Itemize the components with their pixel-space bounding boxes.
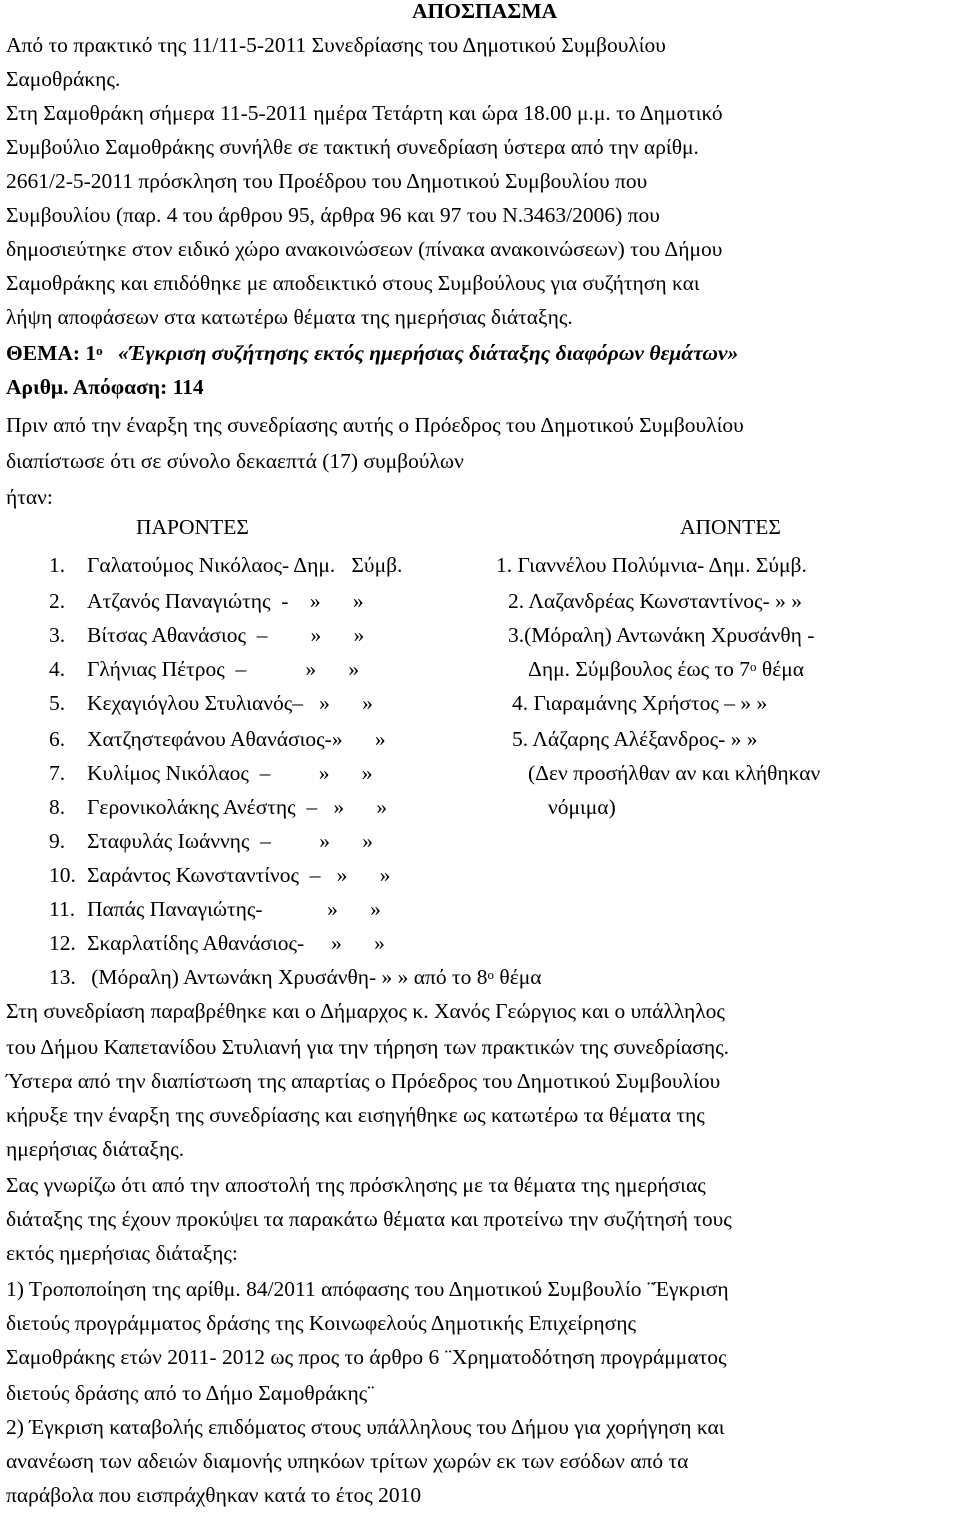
quorum-line: διαπίστωσε ότι σε σύνολο δεκαεπτά (17) συμβούλων	[6, 449, 464, 473]
body-line: Σας γνωρίζω ότι από την αποστολή της πρόσκλησης με τα θέματα της ημερήσιας	[6, 1173, 706, 1197]
absent-item: 2. Λαζανδρέας Κωνσταντίνος- » »	[508, 589, 802, 613]
intro-line: δημοσιεύτηκε στον ειδικό χώρο ανακοινώσεων (πίνακα ανακοινώσεων) του Δήμου	[6, 237, 723, 261]
body-line: διετούς δράσης από το Δήμο Σαμοθράκης¨	[6, 1381, 375, 1405]
decision-prefix: Αριθμ.	[6, 375, 69, 399]
present-tail: θέμα	[494, 965, 542, 989]
present-sup: ο	[487, 967, 495, 982]
present-item	[49, 930, 385, 956]
present-num: 5.	[49, 691, 66, 715]
present-name: Παπάς Παναγιώτης- » »	[87, 897, 381, 921]
present-num: 11.	[49, 897, 76, 921]
intro-line: Από το πρακτικό της 11/11-5-2011 Συνεδρίασης του Δημοτικού Συμβουλίου	[6, 33, 666, 57]
body-line: εκτός ημερήσιας διάταξης:	[6, 1241, 238, 1265]
present-num: 6.	[49, 727, 66, 751]
body-line: κήρυξε την έναρξη της συνεδρίασης και εισηγήθηκε ως κατωτέρω τα θέματα της	[6, 1103, 705, 1127]
absent-header: ΑΠΟΝΤΕΣ	[680, 515, 781, 539]
present-num: 7.	[49, 761, 66, 785]
present-item	[49, 862, 390, 888]
intro-line: 2661/2-5-2011 πρόσκληση του Προέδρου του Δημοτικού Συμβουλίου που	[6, 169, 648, 193]
present-name: Κυλίμος Νικόλαος – » »	[87, 761, 373, 785]
body-line: παράβολα που εισπράχθηκαν κατά το έτος 2010	[6, 1483, 422, 1507]
present-name: Γαλατούμος Νικόλαος- Δημ. Σύμβ.	[87, 553, 403, 577]
present-item	[49, 794, 387, 820]
body-line: Ύστερα από την διαπίστωση της απαρτίας ο Πρόεδρος του Δημοτικού Συμβουλίου	[6, 1069, 721, 1093]
present-item	[49, 690, 373, 716]
absent-item: νόμιμα)	[548, 795, 616, 819]
decision-line	[6, 374, 204, 400]
body-line: 2) Έγκριση καταβολής επιδόματος στους υπάλληλους του Δήμου για χορήγηση και	[6, 1415, 725, 1439]
absent-item: 1. Γιαννέλου Πολύμνια- Δημ. Σύμβ.	[496, 553, 807, 577]
subject-line	[6, 340, 738, 366]
document-title: ΑΠΟΣΠΑΣΜΑ	[412, 0, 558, 23]
absent-item: 3.(Μόραλη) Αντωνάκη Χρυσάνθη -	[508, 623, 815, 647]
quorum-line: ήταν:	[6, 485, 53, 509]
present-num: 4.	[49, 657, 66, 681]
present-header: ΠΑΡΟΝΤΕΣ	[136, 515, 249, 539]
subject-label: ΘΕΜΑ: 1	[6, 341, 97, 365]
body-line: 1) Τροποποίηση της αρίθμ. 84/2011 απόφασης του Δημοτικού Συμβουλίο ¨Έγκριση	[6, 1277, 729, 1301]
intro-line: Σαμοθράκης.	[6, 67, 121, 91]
intro-line: λήψη αποφάσεων στα κατωτέρω θέματα της ημερήσιας διάταξης.	[6, 305, 573, 329]
present-item	[49, 726, 386, 752]
present-name: Βίτσας Αθανάσιος – » »	[87, 623, 365, 647]
absent-sup: ο	[750, 659, 757, 674]
absent-item: (Δεν προσήλθαν αν και κλήθηκαν	[528, 761, 821, 785]
body-line: διετούς προγράμματος δράσης της Κοινωφελούς Δημοτικής Επιχείρησης	[6, 1311, 636, 1335]
present-name: Σκαρλατίδης Αθανάσιος- » »	[87, 931, 385, 955]
subject-text: «Έγκριση συζήτησης εκτός ημερήσιας διάταξης διαφόρων θεμάτων»	[118, 341, 739, 365]
present-num: 1.	[49, 553, 66, 577]
intro-line: Συμβούλιο Σαμοθράκης συνήλθε σε τακτική συνεδρίαση ύστερα από την αρίθμ.	[6, 135, 699, 159]
present-item	[49, 896, 381, 922]
present-item	[49, 656, 359, 682]
intro-line: Στη Σαμοθράκη σήμερα 11-5-2011 ημέρα Τετάρτη και ώρα 18.00 μ.μ. το Δημοτικό	[6, 101, 723, 125]
present-num: 9.	[49, 829, 66, 853]
body-line: διάταξης της έχουν προκύψει τα παρακάτω θέματα και προτείνω την συζήτησή τους	[6, 1207, 732, 1231]
body-line: Στη συνεδρίαση παραβρέθηκε και ο Δήμαρχος κ. Χανός Γεώργιος και ο υπάλληλος	[6, 999, 725, 1023]
present-item	[49, 552, 402, 578]
absent-item: 4. Γιαραμάνης Χρήστος – » »	[512, 691, 768, 715]
body-line: Σαμοθράκης ετών 2011- 2012 ως προς το άρθρο 6 ¨Χρηματοδότηση προγράμματος	[6, 1345, 727, 1369]
present-item	[49, 588, 364, 614]
quorum-line: Πριν από την έναρξη της συνεδρίασης αυτής ο Πρόεδρος του Δημοτικού Συμβουλίου	[6, 413, 744, 437]
intro-line: Συμβουλίου (παρ. 4 του άρθρου 95, άρθρα 96 και 97 του Ν.3463/2006) που	[6, 203, 660, 227]
decision-label: Απόφαση: 114	[72, 375, 204, 399]
present-item	[49, 760, 373, 786]
body-line: ημερήσιας διάταξης.	[6, 1137, 185, 1161]
present-name: (Μόραλη) Αντωνάκη Χρυσάνθη- » » από το 8	[91, 965, 488, 989]
present-name: Σαράντος Κωνσταντίνος – » »	[87, 863, 391, 887]
body-line: ανανέωση των αδειών διαμονής υπηκόων τρίτων χωρών εκ των εσόδων από τα	[6, 1449, 689, 1473]
present-num: 12.	[49, 931, 76, 955]
present-name: Κεχαγιόγλου Στυλιανός– » »	[87, 691, 373, 715]
intro-line: Σαμοθράκης και επιδόθηκε με αποδεικτικό στους Συμβούλους για συζήτηση και	[6, 271, 700, 295]
present-name: Γερονικολάκης Ανέστης – » »	[87, 795, 388, 819]
present-name: Σταφυλάς Ιωάννης – » »	[87, 829, 374, 853]
present-item-13	[49, 964, 542, 990]
present-num: 8.	[49, 795, 66, 819]
present-num: 3.	[49, 623, 66, 647]
present-name: Γλήνιας Πέτρος – » »	[87, 657, 360, 681]
present-item	[49, 828, 373, 854]
present-num: 13.	[49, 965, 76, 989]
present-num: 10.	[49, 863, 76, 887]
absent-item	[528, 656, 804, 682]
subject-sup: ο	[96, 343, 103, 358]
body-line: του Δήμου Καπετανίδου Στυλιανή για την τήρηση των πρακτικών της συνεδρίασης.	[6, 1035, 729, 1059]
absent-text: Δημ. Σύμβουλος έως το 7	[528, 657, 751, 681]
present-item	[49, 622, 364, 648]
absent-tail: θέμα	[756, 657, 805, 681]
present-num: 2.	[49, 589, 66, 613]
present-name: Χατζηστεφάνου Αθανάσιος-» »	[87, 727, 386, 751]
absent-item: 5. Λάζαρης Αλέξανδρος- » »	[512, 727, 758, 751]
present-name: Ατζανός Παναγιώτης - » »	[87, 589, 364, 613]
